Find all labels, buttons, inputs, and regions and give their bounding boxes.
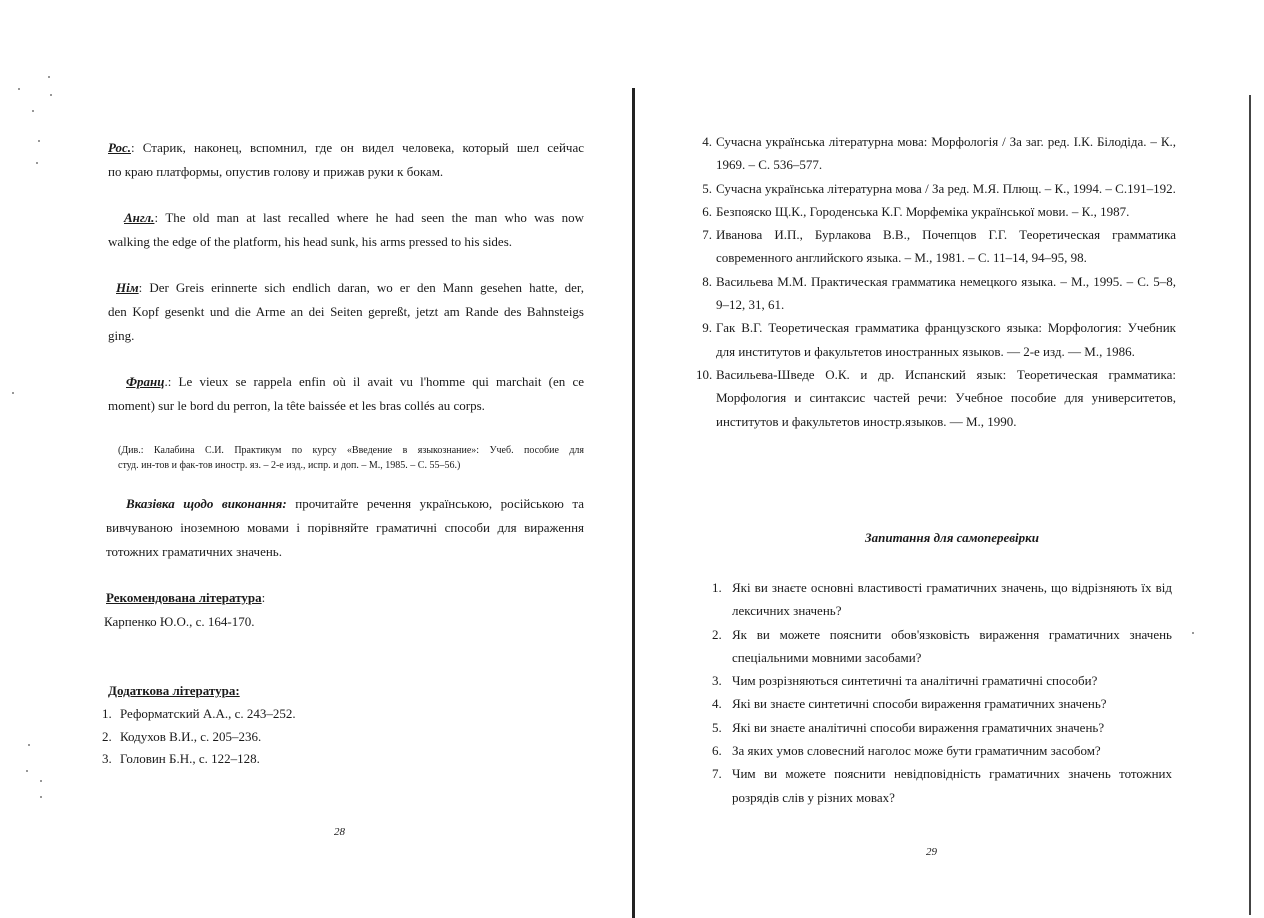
- list-item-text: За яких умов словесний наголос може бути граматичним засобом?: [732, 743, 1101, 759]
- list-item: [712, 576, 1172, 623]
- list-item: [102, 748, 402, 771]
- source-note-line2: студ. ин-тов и фак-тов иностр. яз. – 2-е изд., испр. и доп. – М., 1985. – С. 55–56.): [118, 460, 461, 471]
- scan-speck: [40, 796, 42, 798]
- reference-list: [698, 130, 1176, 433]
- instruction-line3: тотожних граматичних значень.: [106, 544, 282, 559]
- scan-speck: [40, 780, 42, 782]
- questions-title: Запитання для самоперевірки: [865, 530, 1039, 545]
- scan-speck: [32, 110, 34, 112]
- additional-heading-text: Додаткова література:: [108, 683, 240, 698]
- list-item-number: 2.: [102, 728, 112, 744]
- russian-label: Рос.: [108, 140, 131, 155]
- english-example: [108, 206, 584, 254]
- list-item-text: Васильева-Шведе О.К. и др. Испанский язык: Теоретическая грамматика: Морфология и синтаксис частей речи: Учебное пособие для университетов, институтов и факультетов иностр.языков. — М., 1990.: [716, 366, 1176, 429]
- list-item-number: 1.: [712, 580, 722, 595]
- list-item-number: 7.: [712, 766, 722, 782]
- instruction: [106, 492, 584, 564]
- additional-list: [102, 703, 402, 771]
- english-label: Англ.: [124, 210, 155, 225]
- instruction-text: прочитайте речення українською, російською та: [286, 496, 585, 511]
- list-item-text: Сучасна українська літературна мова: Морфологія / За заг. ред. І.К. Білодіда. – К., 1969. – С. 536–577.: [716, 134, 1176, 173]
- recommended-colon: :: [261, 590, 266, 605]
- list-item-number: 4.: [702, 134, 712, 149]
- french-label: Франц: [126, 374, 165, 389]
- list-item-number: 7.: [702, 227, 712, 243]
- list-item-number: 9.: [702, 320, 712, 336]
- list-item-number: 4.: [712, 696, 722, 712]
- russian-text: : Старик, наконец, вспомнил, где он видел человека, который шел сейчас: [131, 140, 584, 155]
- list-item-text: Як ви можете пояснити обов'язковість вираження граматичних значень спеціальними мовними засобами?: [732, 626, 1172, 665]
- german-text: : Der Greis erinnerte sich endlich daran, wo er den Mann gesehen hatte, der,: [138, 280, 584, 295]
- list-item-number: 2.: [712, 626, 722, 642]
- list-item-text: Чим ви можете пояснити невідповідність граматичних значень тотожних розрядів слів у різних мовах?: [732, 766, 1172, 805]
- list-item-text: Кодухов В.И., с. 205–236.: [120, 728, 262, 744]
- list-item-number: 5.: [702, 180, 712, 196]
- recommended-item: Карпенко Ю.О., с. 164-170.: [104, 614, 255, 629]
- questions-list: [712, 576, 1172, 809]
- list-item-number: 3.: [712, 673, 722, 689]
- page-number-left: 28: [334, 826, 345, 838]
- source-note: [118, 443, 584, 473]
- list-item-text: Головин Б.Н., с. 122–128.: [120, 751, 260, 766]
- list-item-text: Безпояско Щ.К., Городенська К.Г. Морфеміка української мови. – К., 1987.: [716, 203, 1130, 219]
- scan-speck: [12, 392, 14, 394]
- list-item-text: Які ви знаєте синтетичні способи вираження граматичних значень?: [732, 696, 1107, 712]
- german-example: [108, 276, 584, 348]
- instruction-label: Вказівка щодо виконання:: [126, 496, 287, 511]
- list-item: [712, 669, 1172, 692]
- german-text-line3: ging.: [108, 328, 135, 343]
- list-item: [698, 223, 1176, 270]
- list-item: [712, 739, 1172, 762]
- list-item-text: Васильева М.М. Практическая грамматика немецкого языка. – М., 1995. – С. 5–8, 9–12, 31, 61.: [716, 273, 1176, 313]
- french-example: [108, 370, 584, 418]
- list-item-text: Реформатский А.А., с. 243–252.: [120, 706, 296, 721]
- scan-speck: [50, 94, 52, 96]
- list-item: [698, 270, 1176, 317]
- list-item-number: 1.: [102, 706, 112, 721]
- page-edge: [1249, 95, 1251, 915]
- french-text-line2: moment) sur le bord du perron, la tête baissée et les bras collés au corps.: [108, 398, 485, 413]
- recommended-literature: [106, 586, 506, 634]
- list-item-number: 5.: [712, 719, 722, 735]
- list-item-text: Иванова И.П., Бурлакова В.В., Почепцов Г.Г. Теоретическая грамматика современного английского языка. – М., 1981. – С. 11–14, 94–95, 98.: [716, 227, 1176, 266]
- list-item-number: 10.: [696, 366, 713, 382]
- list-item-number: 3.: [102, 751, 112, 766]
- page-number-right: 29: [926, 846, 937, 858]
- list-item-text: Сучасна українська літературна мова / За ред. М.Я. Плющ. – К., 1994. – С.191–192.: [716, 180, 1176, 196]
- list-item: [712, 716, 1172, 739]
- list-item: [102, 703, 402, 726]
- german-label: Нім: [116, 280, 139, 295]
- scan-speck: [26, 770, 28, 772]
- list-item-text: Які ви знаєте аналітичні способи вираження граматичних значень?: [732, 719, 1105, 735]
- scan-speck: [36, 162, 38, 164]
- scan-speck: [1192, 632, 1194, 634]
- additional-heading: [108, 679, 408, 703]
- left-page: [0, 0, 630, 918]
- book-spine: [632, 88, 635, 918]
- instruction-line2: вивчуваною іноземною мовами і порівняйте граматичні способи для вираження: [106, 520, 584, 535]
- scan-speck: [18, 88, 20, 90]
- scan-speck: [28, 744, 30, 746]
- french-text: .: Le vieux se rappela enfin où il avait vu l'homme qui marchait (en ce: [164, 374, 584, 389]
- list-item: [712, 762, 1172, 809]
- list-item: [698, 200, 1176, 223]
- scan-speck: [38, 140, 40, 142]
- russian-example: [108, 136, 584, 184]
- english-text-line2: walking the edge of the platform, his head sunk, his arms pressed to his sides.: [108, 234, 513, 249]
- list-item-number: 6.: [712, 743, 722, 759]
- list-item: [712, 623, 1172, 670]
- list-item: [698, 363, 1176, 433]
- list-item-number: 6.: [702, 203, 712, 219]
- german-text-line2: den Kopf gesenkt und die Arme an dei Seiten gepreßt, jetzt am Rande des Bahnsteigs: [108, 304, 584, 319]
- source-note-line1: (Див.: Калабина С.И. Практикум по курсу «Введение в языкознание»: Учеб. пособие для: [118, 445, 584, 456]
- list-item: [712, 692, 1172, 715]
- list-item: [698, 130, 1176, 177]
- list-item-text: Які ви знаєте основні властивості граматичних значень, що відрізняють їх від лексичних значень?: [732, 580, 1172, 619]
- scan-speck: [48, 76, 50, 78]
- list-item: [102, 726, 402, 749]
- list-item-text: Чим розрізняються синтетичні та аналітичні граматичні способи?: [732, 673, 1098, 689]
- list-item-number: 8.: [702, 273, 712, 289]
- english-text: : The old man at last recalled where he had seen the man who was now: [154, 210, 584, 225]
- list-item: [698, 177, 1176, 200]
- russian-text-line2: по краю платформы, опустив голову и прижав руки к бокам.: [108, 164, 444, 179]
- list-item: [698, 316, 1176, 363]
- recommended-heading: Рекомендована література: [106, 590, 262, 605]
- list-item-text: Гак В.Г. Теоретическая грамматика французского языка: Морфология: Учебник для институтов и факультетов иностранных языков. — 2-е изд. — М., 1986.: [716, 320, 1176, 359]
